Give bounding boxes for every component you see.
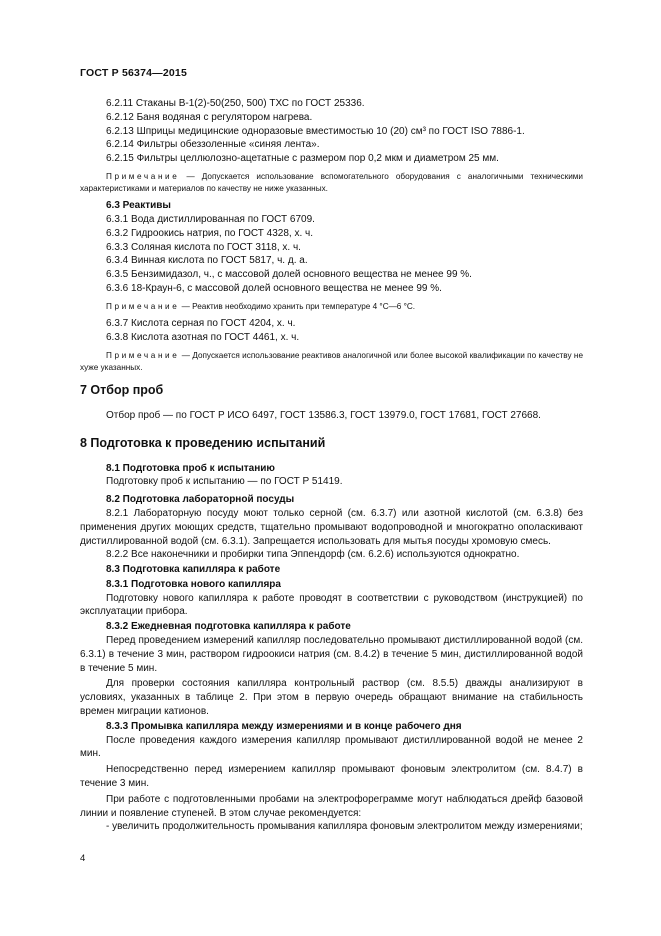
note-label: Примечание [106, 301, 180, 311]
page-content [80, 97, 583, 834]
reagent-item: 6.3.3 Соляная кислота по ГОСТ 3118, х. ч. [106, 241, 301, 253]
note-text: — Реактив необходимо хранить при температуре 4 °С—6 °С. [179, 301, 416, 311]
equipment-note [80, 171, 583, 194]
note-text: — Допускается использование вспомогательного оборудования с аналогичными техническими характеристиками и материалов по качеству не ниже указанных. [80, 171, 583, 193]
section-8-3-2-para: Для проверки состояния капилляра контрольный раствор (см. 8.5.5) дважды анализируют в условиях, указанных в таблице 2. При этом в первую очередь обращают внимание на стабильность времен миграции катионов. [80, 678, 583, 718]
section-8-2-heading: 8.2 Подготовка лабораторной посуды [106, 494, 295, 506]
section-7-text: Отбор проб — по ГОСТ Р ИСО 6497, ГОСТ 13586.3, ГОСТ 13979.0, ГОСТ 17681, ГОСТ 27668. [106, 409, 541, 421]
document-header: ГОСТ Р 56374—2015 [80, 67, 188, 79]
section-8-3-3-para: После проведения каждого измерения капилляр промывают дистиллированной водой не менее 2 мин. [80, 734, 583, 760]
reagents-note-quality [80, 350, 583, 373]
section-8-2-2-text: 8.2.2 Все наконечники и пробирки типа Эппендорф (см. 6.2.6) используются однократно. [106, 549, 520, 561]
section-8-3-3-para: При работе с подготовленными пробами на электрофореграмме могут наблюдаться дрейф базовой линии и появление ступеней. В этом случае рекомендуется: [80, 793, 583, 819]
section-8-3-heading: 8.3 Подготовка капилляра к работе [106, 564, 281, 576]
equipment-item: 6.2.11 Стаканы В-1(2)-50(250, 500) ТХС по ГОСТ 25336. [106, 98, 365, 109]
section-8-3-3-heading: 8.3.3 Промывка капилляра между измерениями и в конце рабочего дня [106, 720, 462, 732]
section-8-3-1-text: Подготовку нового капилляра к работе проводят в соответствии с руководством (инструкцией) по эксплуатации прибора. [80, 592, 583, 618]
equipment-item: 6.2.13 Шприцы медицинские одноразовые вместимостью 10 (20) см³ по ГОСТ ISO 7886-1. [106, 125, 525, 137]
equipment-item: 6.2.14 Фильтры обеззоленные «синяя лента». [106, 139, 320, 151]
reagent-item: 6.3.4 Винная кислота по ГОСТ 5817, ч. д. а. [106, 255, 308, 267]
section-8-3-1-heading: 8.3.1 Подготовка нового капилляра [106, 578, 281, 590]
section-8-3-3-para: Непосредственно перед измерением капилляр промывают фоновым электролитом (см. 8.4.7) в течение 3 мин. [80, 764, 583, 790]
note-text: — Допускается использование реактивов аналогичной или более высокой квалификации по качеству не хуже указанных. [80, 350, 583, 372]
section-8-3-3-list-item: - увеличить продолжительность промывания капилляра фоновым электролитом между измерениями; [106, 821, 583, 833]
reagents-heading: 6.3 Реактивы [106, 200, 171, 212]
reagent-item: 6.3.2 Гидроокись натрия, по ГОСТ 4328, х. ч. [106, 227, 314, 239]
reagent-item: 6.3.8 Кислота азотная по ГОСТ 4461, х. ч. [106, 332, 300, 344]
reagents-note-storage [80, 301, 583, 313]
reagent-item: 6.3.7 Кислота серная по ГОСТ 4204, х. ч. [106, 318, 296, 330]
section-8-1-text: Подготовку проб к испытанию — по ГОСТ Р 51419. [106, 476, 343, 488]
section-8-2-1-text: 8.2.1 Лабораторную посуду моют только серной (см. 6.3.7) или азотной кислотой (см. 6.3.8) без применения других моющих средств, тщательно промывают водопроводной и многократно ополаскивают дистиллированной водой (см. 6.3.1). Запрещается использовать для мытья посуды хромовую смесь. [80, 507, 583, 547]
section-8-1-heading: 8.1 Подготовка проб к испытанию [106, 462, 275, 474]
section-8-heading: 8 Подготовка к проведению испытаний [80, 435, 326, 450]
section-8-3-2-para: Перед проведением измерений капилляр последовательно промывают дистиллированной водой (см. 6.3.1) в течение 3 мин, раствором гидроокиси натрия (см. 8.4.2) в течение 5 мин, дистиллированной водой в течение 5 мин. [80, 635, 583, 674]
section-7-heading: 7 Отбор проб [80, 383, 164, 398]
reagent-item: 6.3.5 Бензимидазол, ч., с массовой долей основного вещества не менее 99 %. [106, 269, 472, 281]
section-8-3-2-heading: 8.3.2 Ежедневная подготовка капилляра к работе [106, 621, 351, 633]
equipment-item: 6.2.12 Баня водяная с регулятором нагрева. [106, 111, 313, 123]
reagent-item: 6.3.6 18-Краун-6, с массовой долей основного вещества не менее 99 %. [106, 282, 442, 294]
page-number: 4 [80, 853, 86, 864]
reagent-item: 6.3.1 Вода дистиллированная по ГОСТ 6709. [106, 213, 315, 225]
equipment-item: 6.2.15 Фильтры целлюлозно-ацетатные с размером пор 0,2 мкм и диаметром 25 мм. [106, 153, 499, 165]
note-label: Примечание [106, 350, 180, 360]
note-label: Примечание [106, 171, 180, 181]
